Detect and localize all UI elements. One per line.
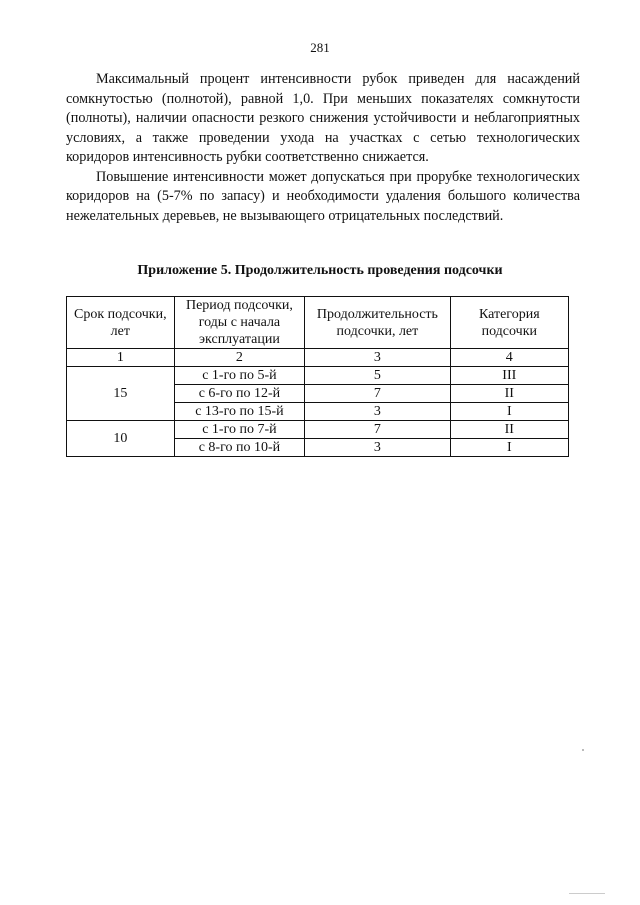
duration-cell: 3 — [305, 439, 450, 457]
period-cell: с 13-го по 15-й — [174, 403, 305, 421]
header-category: Категория подсочки — [450, 297, 568, 349]
column-number: 2 — [174, 349, 305, 367]
column-number: 1 — [67, 349, 175, 367]
table-row — [67, 367, 569, 385]
period-cell: с 6-го по 12-й — [174, 385, 305, 403]
footer-rule — [569, 893, 605, 894]
paragraph: Повышение интенсивности может допускаться при прорубке технологических коридоров на (5-7% по запасу) и необходимости удаления большого количества нежелательных деревьев, не вызывающего отрицательных последствий. — [66, 168, 580, 224]
term-cell: 15 — [67, 367, 175, 421]
category-cell: I — [450, 403, 568, 421]
period-cell: с 1-го по 7-й — [174, 421, 305, 439]
duration-cell: 7 — [305, 385, 450, 403]
period-cell: с 1-го по 5-й — [174, 367, 305, 385]
term-cell: 10 — [67, 421, 175, 457]
category-cell: II — [450, 421, 568, 439]
header-period: Период подсочки, годы с начала эксплуатации — [174, 297, 305, 349]
category-cell: II — [450, 385, 568, 403]
period-cell: с 8-го по 10-й — [174, 439, 305, 457]
body-text — [66, 70, 580, 226]
duration-cell: 5 — [305, 367, 450, 385]
duration-cell: 3 — [305, 403, 450, 421]
appendix-title: Приложение 5. Продолжительность проведения подсочки — [137, 263, 503, 278]
table-header-row — [67, 297, 569, 349]
header-duration: Продолжительность подсочки, лет — [305, 297, 450, 349]
page-number: 281 — [310, 40, 330, 55]
tapping-duration-table — [66, 296, 569, 457]
scan-speck — [582, 749, 584, 751]
header-term: Срок подсочки, лет — [67, 297, 175, 349]
column-number: 3 — [305, 349, 450, 367]
column-number: 4 — [450, 349, 568, 367]
duration-cell: 7 — [305, 421, 450, 439]
paragraph: Максимальный процент интенсивности рубок приведен для насаждений сомкнутостью (полнотой), равной 1,0. При меньших показателях сомкнутости (полноты), наличии опасности резкого снижения устойчивости и неблагоприятных условиях, а также проведении ухода на участках с сетью технологических коридоров интенсивность рубки соответственно снижается. — [66, 71, 580, 165]
category-cell: III — [450, 367, 568, 385]
column-number-row — [67, 349, 569, 367]
category-cell: I — [450, 439, 568, 457]
table-row — [67, 421, 569, 439]
